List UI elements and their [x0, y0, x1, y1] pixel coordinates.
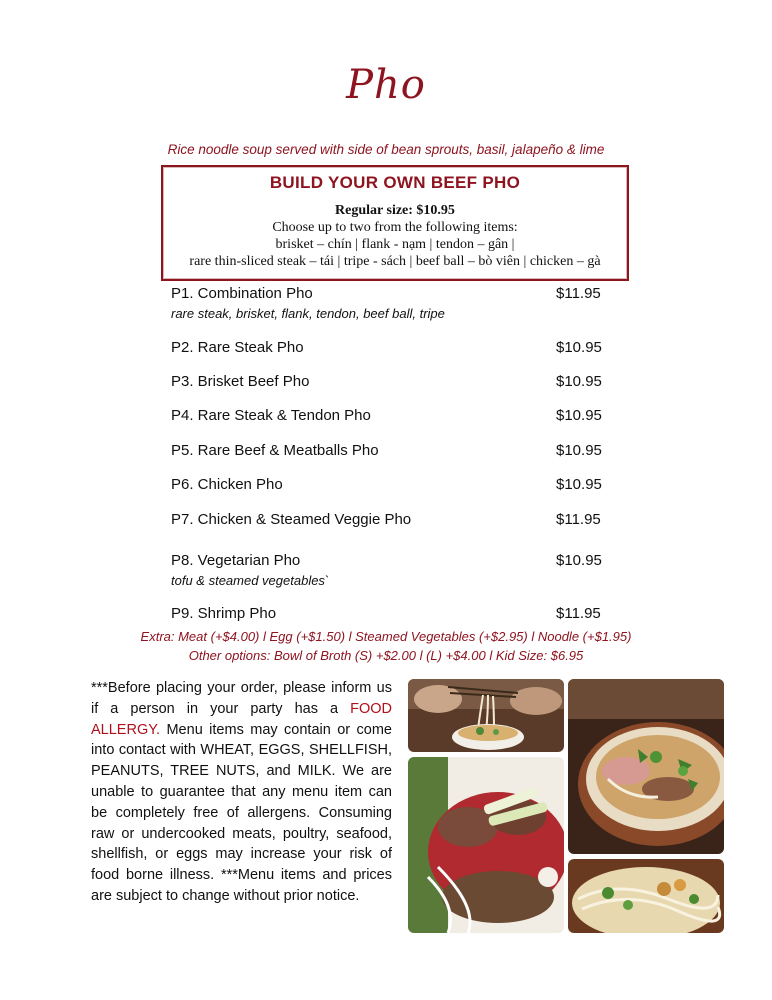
menu-item-price: $10.95 — [556, 373, 602, 390]
menu-item-name: P9. Shrimp Pho — [171, 605, 277, 622]
menu-item-price: $10.95 — [556, 552, 602, 569]
menu-item-name: P7. Chicken & Steamed Veggie Pho — [171, 511, 412, 528]
build-your-own-box — [161, 165, 629, 281]
menu-item-price: $10.95 — [556, 407, 602, 424]
menu-item-price: $11.95 — [556, 285, 601, 302]
menu-item-desc: tofu & steamed vegetables` — [171, 573, 330, 588]
menu-item-name: P3. Brisket Beef Pho — [171, 373, 310, 390]
build-box-line: brisket – chín | flank - nạm | tendon – gân | — [275, 237, 515, 252]
menu-item-name: P8. Vegetarian Pho — [171, 552, 301, 569]
menu-item-price: $11.95 — [556, 605, 601, 622]
menu-item-name: P2. Rare Steak Pho — [171, 339, 304, 356]
menu-item-desc: rare steak, brisket, flank, tendon, beef ball, tripe — [171, 306, 445, 321]
pho-ingredients-photo — [408, 757, 564, 933]
notice-text: Menu items may contain or come into contact with WHEAT, EGGS, SHELLFISH, PEANUTS, TREE NUTS, and MILK. We are unable to guarantee that any menu item can be completely free of allergens. Consuming raw or undercooked meats, poultry, seafood, shellfish, or eggs may increase your risk of food borne illness. ***Menu items and prices are subject to change without prior notice. — [91, 721, 392, 904]
allergy-notice — [91, 678, 392, 907]
food-allergy-warning: FOOD ALLERGY. — [91, 700, 392, 738]
menu-item-price: $10.95 — [556, 442, 602, 459]
menu-item-price: $10.95 — [556, 339, 602, 356]
pho-chopsticks-photo — [408, 679, 564, 752]
other-options-line: Other options: Bowl of Broth (S) +$2.00 l (L) +$4.00 l Kid Size: $6.95 — [188, 648, 584, 663]
page-subtitle: Rice noodle soup served with side of bean sprouts, basil, jalapeño & lime — [167, 142, 605, 157]
menu-item-price: $11.95 — [556, 511, 601, 528]
menu-item-name: P4. Rare Steak & Tendon Pho — [171, 407, 371, 424]
menu-item-name: P6. Chicken Pho — [171, 476, 283, 493]
extras-line: Extra: Meat (+$4.00) l Egg (+$1.50) l Steamed Vegetables (+$2.95) l Noodle (+$1.95) — [140, 629, 632, 644]
pho-noodles-photo — [568, 859, 724, 933]
page-title: Pho — [346, 62, 426, 108]
pho-bowl-photo — [568, 679, 724, 854]
build-box-title: BUILD YOUR OWN BEEF PHO — [269, 173, 521, 192]
build-box-regular-size: Regular size: $10.95 — [335, 203, 455, 218]
menu-item-name: P5. Rare Beef & Meatballs Pho — [171, 442, 379, 459]
extras-section — [0, 627, 772, 665]
menu-item-name: P1. Combination Pho — [171, 285, 313, 302]
menu-item-price: $10.95 — [556, 476, 602, 493]
build-box-line: rare thin-sliced steak – tái | tripe - sách | beef ball – bò viên | chicken – gà — [189, 254, 601, 269]
build-box-line: Choose up to two from the following items: — [272, 220, 518, 235]
notice-text: ***Before placing your order, please inform us if a person in your party has a — [91, 680, 392, 717]
